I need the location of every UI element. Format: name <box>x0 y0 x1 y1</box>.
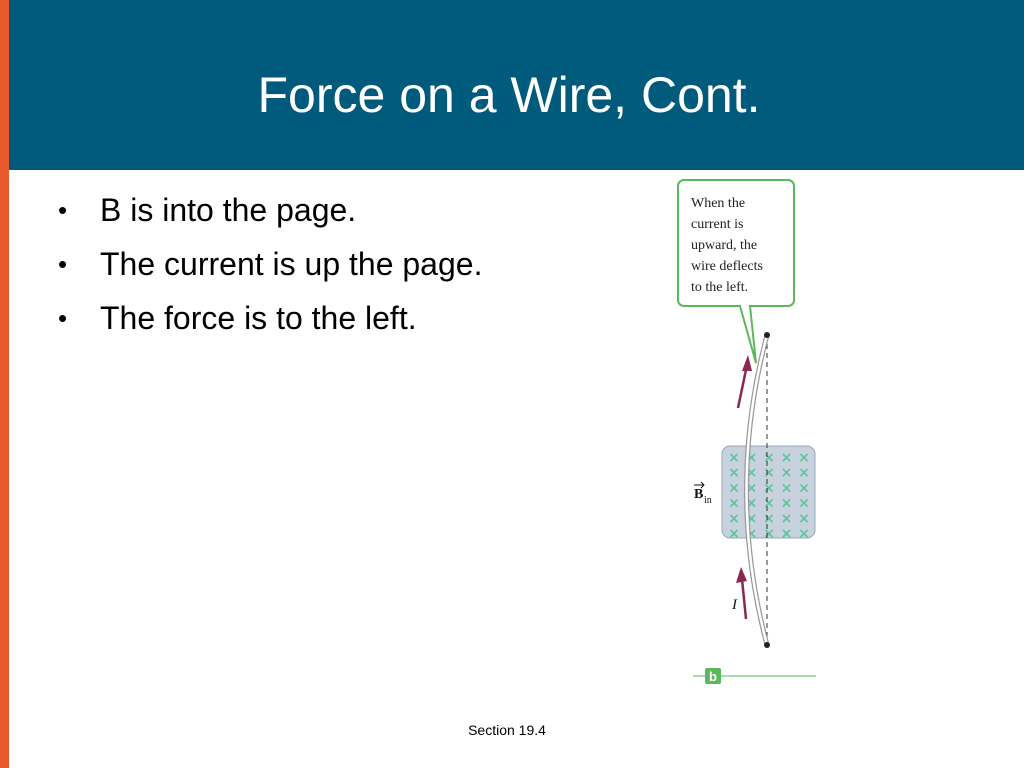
callout-line: current is <box>691 217 744 232</box>
figure-svg <box>660 175 830 695</box>
field-label: B <box>694 487 704 502</box>
callout-line: upward, the <box>691 238 758 253</box>
bullet-icon: • <box>58 303 68 333</box>
field-into-page-mark: × <box>798 480 810 497</box>
field-into-page-mark: × <box>763 480 775 497</box>
current-arrow-upper <box>738 365 747 408</box>
field-subscript: in <box>704 495 712 506</box>
callout-line: wire deflects <box>691 259 763 274</box>
bullet-icon: • <box>58 195 68 225</box>
field-into-page-mark: × <box>798 450 810 466</box>
field-into-page-mark: × <box>728 495 740 512</box>
field-into-page-mark: × <box>728 510 740 527</box>
field-into-page-mark: × <box>745 450 758 466</box>
wire-bottom-anchor <box>764 642 770 648</box>
bullet-icon: • <box>58 249 68 279</box>
footer-section: Section 19.4 <box>468 722 546 738</box>
callout-line: When the <box>691 196 746 211</box>
slide-title: Force on a Wire, Cont. <box>257 67 761 123</box>
bullet-text: B is into the page. <box>100 192 357 228</box>
field-into-page-mark: × <box>798 495 810 512</box>
callout-pointer <box>740 306 756 363</box>
field-into-page-mark: × <box>763 526 775 542</box>
callout-line: to the left. <box>691 280 749 295</box>
field-into-page-mark: × <box>780 465 793 482</box>
field-into-page-mark: × <box>728 450 740 466</box>
field-into-page-mark: × <box>763 450 775 466</box>
bullet-text: The force is to the left. <box>100 300 417 336</box>
left-accent-bar <box>0 0 9 768</box>
field-into-page-mark: × <box>745 526 758 542</box>
field-into-page-mark: × <box>745 465 758 482</box>
field-into-page-mark: × <box>728 526 740 542</box>
field-into-page-mark: × <box>798 526 810 542</box>
field-into-page-mark: × <box>780 480 793 497</box>
current-arrow-lower <box>742 579 746 619</box>
field-into-page-mark: × <box>798 510 810 527</box>
callout-pointer-cover <box>741 304 749 308</box>
bullet-item <box>58 240 498 288</box>
field-into-page-mark: × <box>780 450 793 466</box>
field-into-page-mark: × <box>780 526 793 542</box>
current-arrowhead-upper <box>742 355 752 371</box>
wire-deflection-figure <box>660 175 830 695</box>
field-into-page-mark: × <box>798 465 810 482</box>
bullet-list <box>58 186 498 348</box>
field-into-page-mark: × <box>763 510 775 527</box>
field-into-page-mark: × <box>780 495 793 512</box>
bullet-item <box>58 294 498 342</box>
field-into-page-mark: × <box>745 495 758 512</box>
wire-top-anchor <box>764 332 770 338</box>
field-into-page-mark: × <box>745 510 758 527</box>
bullet-text: The current is up the page. <box>100 246 483 282</box>
field-into-page-mark: × <box>728 480 740 497</box>
bullet-item <box>58 186 498 234</box>
field-into-page-mark: × <box>763 465 775 482</box>
field-into-page-mark: × <box>763 495 775 512</box>
field-into-page-mark: × <box>780 510 793 527</box>
current-label: I <box>732 597 737 613</box>
field-into-page-mark: × <box>728 465 740 482</box>
current-arrowhead-lower <box>736 567 747 583</box>
panel-label: b <box>709 669 717 684</box>
field-into-page-mark: × <box>745 480 758 497</box>
